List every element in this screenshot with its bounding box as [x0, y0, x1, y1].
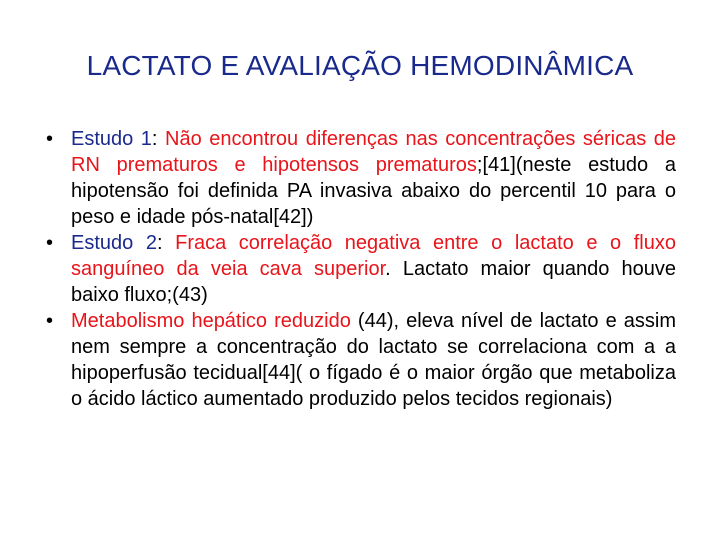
bullet-item-metabolismo — [46, 308, 676, 412]
bullet-dot: • — [46, 310, 54, 332]
bullet-item-estudo-1 — [46, 126, 676, 230]
bullet-label: Estudo 2 — [71, 232, 157, 254]
bullet-colon: : — [156, 232, 163, 254]
bullet-colon: : — [151, 128, 158, 150]
slide-title: LACTATO E AVALIAÇÃO HEMODINÂMICA — [86, 50, 634, 81]
bullet-text: ;[41](neste estudo a hipotensão foi definida PA invasiva abaixo do percentil 10 para o peso e idade pós-natal[42]) — [71, 154, 677, 228]
bullet-text: . Lactato maior quando houve baixo fluxo;(43) — [71, 258, 676, 306]
bullet-list — [46, 126, 676, 412]
bullet-label: Estudo 1 — [71, 128, 152, 150]
bullet-item-estudo-2 — [46, 230, 676, 308]
bullet-dot: • — [46, 128, 54, 150]
bullet-dot: • — [46, 232, 54, 254]
bullet-highlight: Fraca correlação negativa entre o lactato e o fluxo sanguíneo da veia cava superior — [71, 232, 676, 280]
bullet-highlight: Metabolismo hepático reduzido — [71, 310, 351, 332]
bullet-text: (44), eleva nível de lactato e assim nem sempre a concentração do lactato se correlaciona com a a hipoperfusão tecidual[44]( o fígado é o maior órgão que metaboliza o ácido láctico aumentado produzido pelos tecidos regionais) — [71, 310, 676, 410]
bullet-highlight: Não encontrou diferenças nas concentrações séricas de RN prematuros e hipotensos prematuros — [71, 128, 676, 176]
